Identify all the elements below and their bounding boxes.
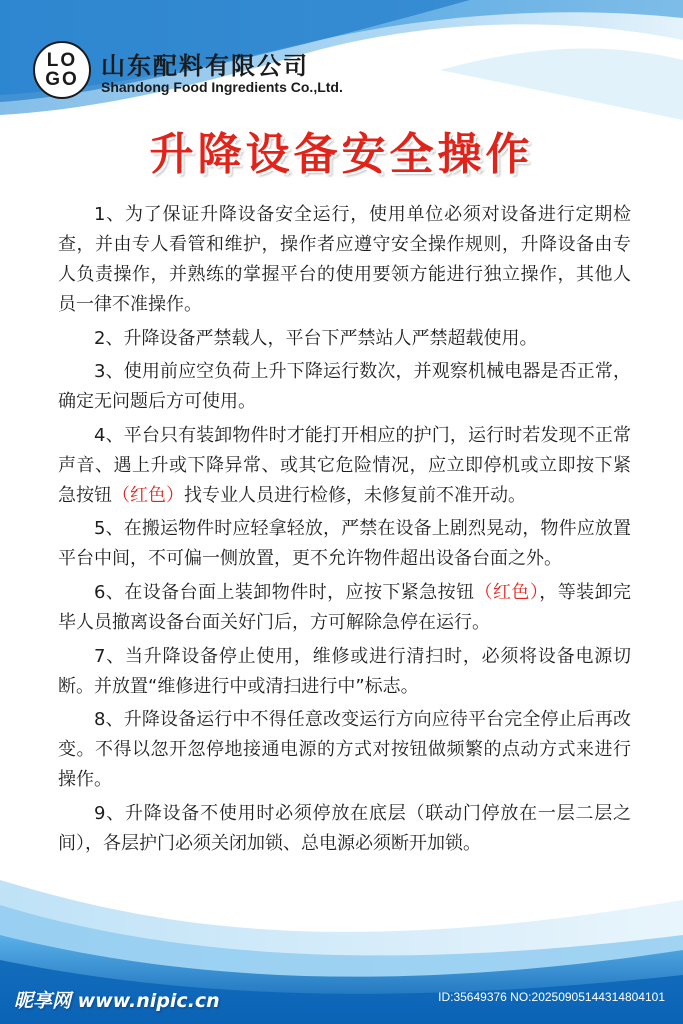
- rule-text: 9、升降设备不使用时必须停放在底层（联动门停放在一层二层之间），各层护门必须关闭加锁、总电源必须断开加锁。: [58, 802, 631, 854]
- company-name-cn: 山东配料有限公司: [101, 52, 309, 80]
- rule-item: [58, 642, 631, 702]
- company-name-en: Shandong Food Ingredients Co.,Ltd.: [101, 79, 343, 95]
- rules-list: [58, 200, 631, 862]
- rule-text: 8、升降设备运行中不得任意改变运行方向应待平台完全停止后再改变。不得以忽开忽停地接通电源的方式对按钮做频繁的点动方式来进行操作。: [58, 709, 631, 791]
- rule-item: [58, 357, 631, 417]
- rule-text: 2、升降设备严禁载人，平台下严禁站人严禁超载使用。: [94, 327, 538, 349]
- watermark-site: 昵享网 www.nipic.cn: [14, 990, 220, 1012]
- rule-item: [58, 421, 631, 511]
- red-note: （红色）: [112, 484, 184, 506]
- rule-item: [58, 324, 631, 354]
- rule-text: 4、平台只有装卸物件时才能打开相应的护门，运行时若发现不正常声音、遇上升或下降异常、或其它危险情况，应立即停机或立即按下紧急按钮: [58, 424, 631, 506]
- rule-text: 6、在设备台面上装卸物件时，应按下紧急按钮: [94, 581, 475, 603]
- watermark-id: ID:35649376 NO:20250905144314804101: [438, 990, 665, 1004]
- rule-text: 3、使用前应空负荷上升下降运行数次，并观察机械电器是否正常，确定无问题后方可使用。: [58, 361, 631, 413]
- rule-item: [58, 514, 631, 574]
- rule-text-continued: 找专业人员进行检修，未修复前不准开动。: [184, 484, 526, 506]
- rule-item: [58, 799, 631, 859]
- rule-text: 5、在搬运物件时应轻拿轻放，严禁在设备上剧烈晃动，物件应放置平台中间，不可偏一侧放置，更不允许物件超出设备台面之外。: [58, 518, 631, 570]
- logo-text: LOGO: [45, 50, 79, 90]
- rule-item: [58, 200, 631, 320]
- rule-text: 1、为了保证升降设备安全运行，使用单位必须对设备进行定期检查，并由专人看管和维护，操作者应遵守安全操作规则，升降设备由专人负责操作，并熟练的掌握平台的使用要领方能进行独立操作，其他人员一律不准操作。: [58, 204, 631, 315]
- rule-text: 7、当升降设备停止使用，维修或进行清扫时，必须将设备电源切断。并放置“维修进行中或清扫进行中”标志。: [58, 645, 631, 697]
- rule-text-continued: ，等装卸完毕人员撤离设备台面关好门后，方可解除急停在运行。: [58, 581, 632, 633]
- rule-item: [58, 578, 631, 638]
- company-logo: [33, 41, 91, 99]
- poster-title: 升降设备安全操作: [149, 129, 534, 180]
- rule-item: [58, 705, 631, 795]
- red-note: （红色）: [474, 581, 540, 603]
